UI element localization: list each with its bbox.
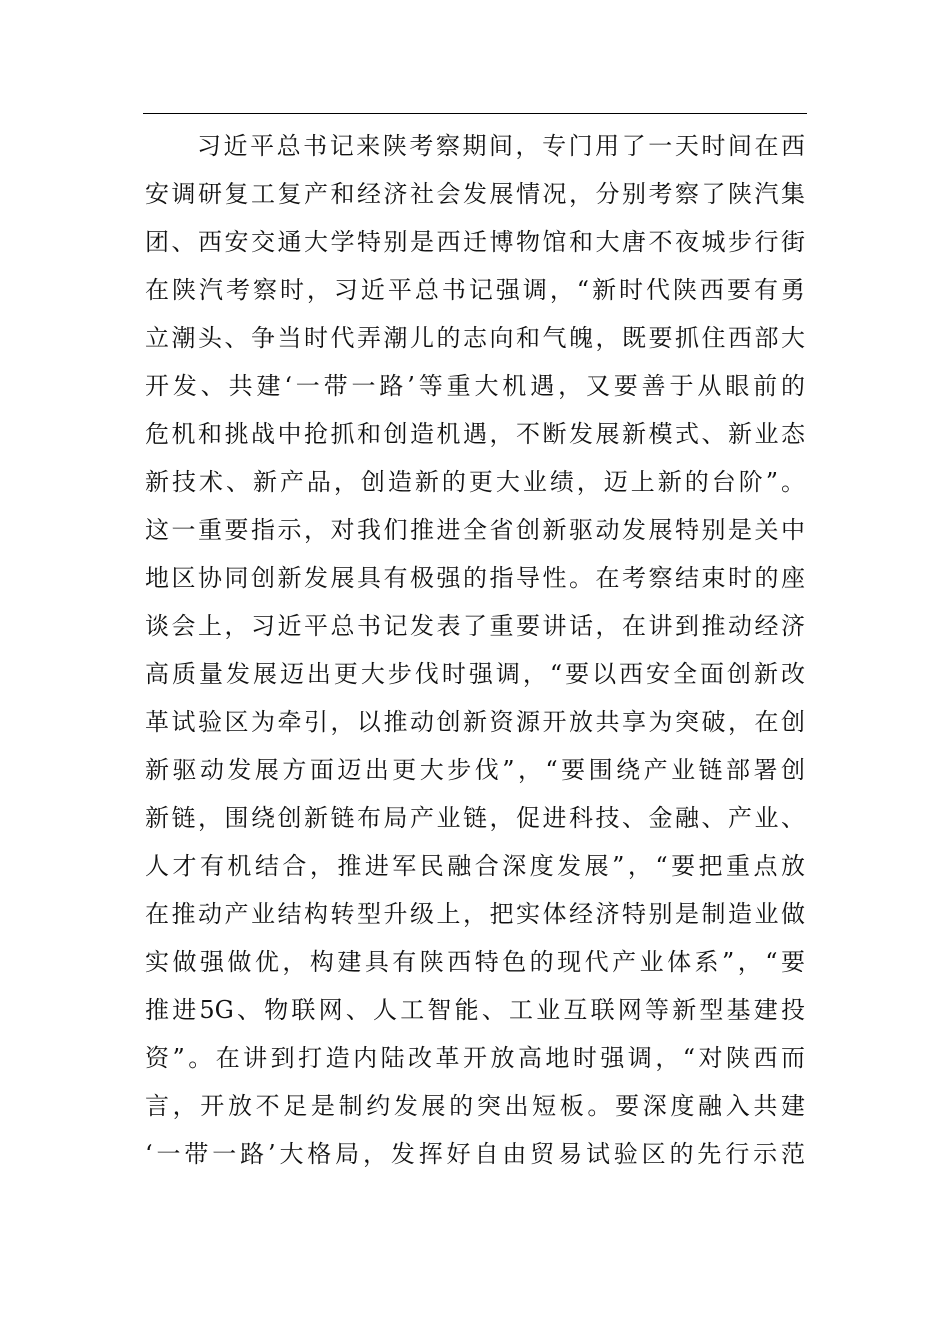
- text-line: 实做强做优，构建具有陕西特色的现代产业体系”，“要: [145, 948, 805, 976]
- text-line: 言，开放不足是制约发展的突出短板。要深度融入共建: [145, 1092, 805, 1120]
- text-line: 在推动产业结构转型升级上，把实体经济特别是制造业做: [145, 900, 805, 928]
- header-rule: [143, 113, 807, 114]
- text-line: 新驱动发展方面迈出更大步伐”，“要围绕产业链部署创: [145, 756, 805, 784]
- text-line: 新链，围绕创新链布局产业链，促进科技、金融、产业、: [145, 804, 805, 832]
- text-line: 高质量发展迈出更大步伐时强调，“要以西安全面创新改: [145, 660, 805, 688]
- text-line: 地区协同创新发展具有极强的指导性。在考察结束时的座: [145, 564, 805, 592]
- text-line: 这一重要指示，对我们推进全省创新驱动发展特别是关中: [145, 516, 805, 544]
- text-line: 推进5G、物联网、人工智能、工业互联网等新型基建投: [145, 996, 805, 1024]
- text-line: 在陕汽考察时，习近平总书记强调，“新时代陕西要有勇: [145, 276, 805, 304]
- text-line: 人才有机结合，推进军民融合深度发展”，“要把重点放: [145, 852, 805, 880]
- text-line: 安调研复工复产和经济社会发展情况，分别考察了陕汽集: [145, 180, 805, 208]
- text-line: 团、西安交通大学特别是西迁博物馆和大唐不夜城步行街: [145, 228, 805, 256]
- text-line: 新技术、新产品，创造新的更大业绩，迈上新的台阶”。: [145, 468, 805, 496]
- text-line: 习近平总书记来陕考察期间，专门用了一天时间在西: [197, 132, 805, 160]
- text-line: 立潮头、争当时代弄潮儿的志向和气魄，既要抓住西部大: [145, 324, 805, 352]
- text-line: 开发、共建‘一带一路’等重大机遇，又要善于从眼前的: [145, 372, 805, 400]
- text-line: ‘一带一路’大格局，发挥好自由贸易试验区的先行示范: [145, 1140, 805, 1168]
- text-line: 危机和挑战中抢抓和创造机遇，不断发展新模式、新业态: [145, 420, 805, 448]
- text-line: 谈会上，习近平总书记发表了重要讲话，在讲到推动经济: [145, 612, 805, 640]
- body-paragraph: [145, 122, 805, 1178]
- text-line: 革试验区为牵引，以推动创新资源开放共享为突破，在创: [145, 708, 805, 736]
- text-line: 资”。在讲到打造内陆改革开放高地时强调，“对陕西而: [145, 1044, 805, 1072]
